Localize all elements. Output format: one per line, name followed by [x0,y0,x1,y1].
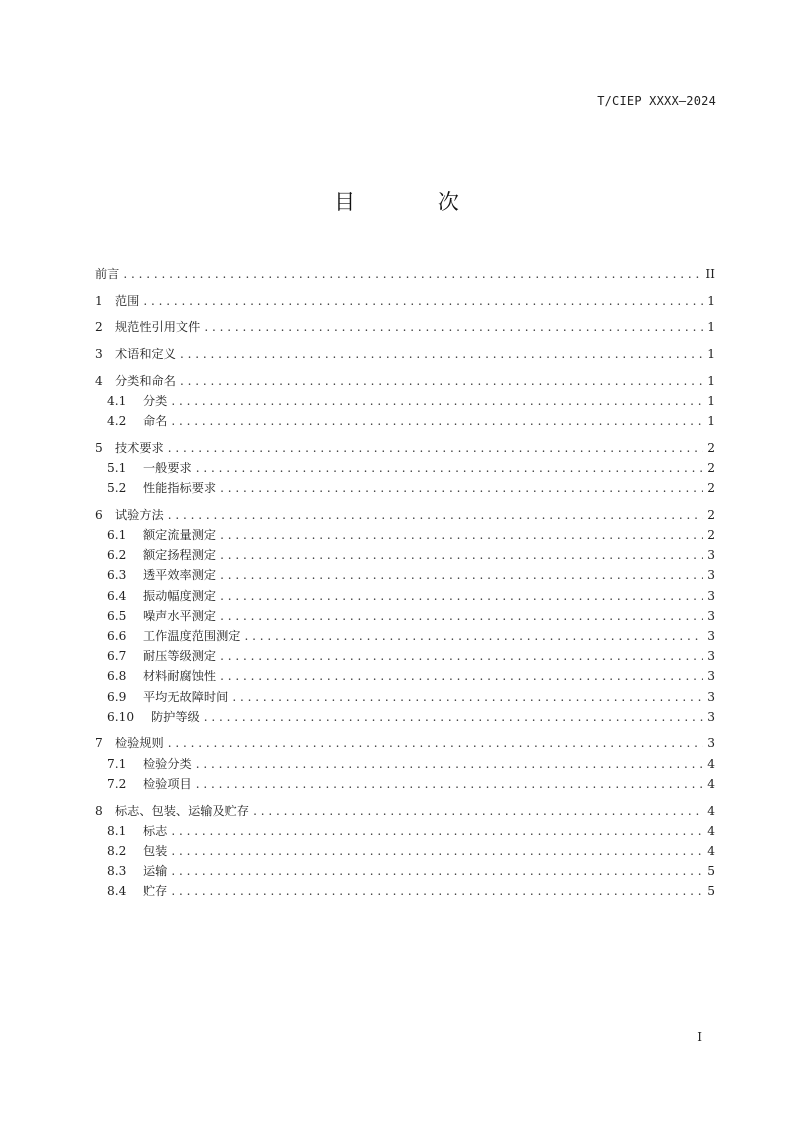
dot-leader [220,586,703,606]
toc-subentry[interactable] [95,881,715,901]
toc-entry-number: 5.1 [107,461,127,475]
toc-entry-title: 材料耐腐蚀性 [143,669,217,684]
toc-entry-number: 8.3 [107,864,127,879]
toc-entry-number: 8.1 [107,823,127,838]
toc-entry-page: 3 [707,608,715,623]
toc-entry-number: 5.2 [107,481,127,496]
toc-subentry[interactable] [95,606,715,626]
dot-leader [220,565,703,585]
toc-entry-title: 检验项目 [143,776,192,791]
dot-leader [220,545,703,565]
toc-subentry[interactable] [95,478,715,498]
toc-entry[interactable] [95,344,715,364]
dot-leader [168,438,703,458]
toc-entry-number: 6.8 [107,669,127,684]
toc-entry-title: 检验规则 [115,736,164,751]
toc-subentry[interactable] [95,586,715,606]
toc-entry-page: 3 [707,709,715,724]
toc-subentry[interactable] [95,646,715,666]
dot-leader [123,264,701,284]
toc-entry-number: 2 [95,320,103,335]
toc-entry-page: 4 [707,843,715,858]
dot-leader [204,707,703,727]
toc-entry[interactable] [95,317,715,337]
toc-title: 目 次 [334,190,497,214]
toc-entry-page: 1 [707,414,715,429]
toc-entry-number: 1 [95,293,103,308]
dot-leader [196,754,703,774]
toc-subentry[interactable] [95,626,715,646]
toc-entry-number: 6.10 [107,709,135,724]
toc-entry-number: 7 [95,736,103,751]
dot-leader [180,371,703,391]
toc-subentry[interactable] [95,525,715,545]
toc-entry-page: 3 [707,669,715,684]
toc-entry-page: 3 [707,568,715,583]
toc-entry-title: 标志、包装、运输及贮存 [115,803,250,818]
toc-entry-page: 4 [707,756,715,771]
toc-subentry[interactable] [95,774,715,794]
toc-entry-title: 术语和定义 [115,347,176,362]
dot-leader [171,861,703,881]
toc-entry-number: 6.7 [107,649,127,664]
dot-leader [253,801,703,821]
toc-subentry[interactable] [95,666,715,686]
toc-entry[interactable] [95,371,715,391]
toc-entry-title: 范围 [115,293,140,308]
toc-entry-title: 分类和命名 [115,373,176,388]
toc-entry[interactable] [95,505,715,525]
toc-subentry[interactable] [95,565,715,585]
toc-entry-number: 6.5 [107,608,127,623]
toc-entry-page: 2 [707,528,715,543]
dot-leader [143,291,703,311]
toc-entry[interactable] [95,801,715,821]
toc-subentry[interactable] [95,707,715,727]
toc-entry-title: 前言 [95,267,120,281]
toc-entry-number: 7.2 [107,776,127,791]
toc-entry-page: 3 [707,629,715,643]
toc-entry-page: 5 [707,864,715,879]
toc-entry-page: 1 [707,373,715,388]
toc-entry-title: 额定扬程测定 [143,548,217,563]
toc-subentry[interactable] [95,754,715,774]
toc-entry-number: 6.6 [107,629,127,643]
toc-entry-title: 耐压等级测定 [143,649,217,664]
dot-leader [204,317,703,337]
toc-entry-title: 性能指标要求 [143,481,217,496]
toc-entry-title: 一般要求 [143,461,192,475]
toc-entry-number: 8 [95,803,103,818]
dot-leader [171,411,703,431]
toc-entry-title: 命名 [143,414,168,429]
dot-leader [168,733,703,753]
toc-entry-title: 规范性引用文件 [115,320,201,335]
dot-leader [171,841,703,861]
toc-entry-page: 1 [707,393,715,408]
toc-entry-number: 4.1 [107,393,127,408]
document-code: T/CIEP XXXX—2024 [597,94,716,108]
dot-leader [168,505,703,525]
toc-entry-title: 额定流量测定 [143,528,217,543]
toc-entry-title: 技术要求 [115,440,164,455]
dot-leader [171,821,703,841]
toc-entry[interactable] [95,291,715,311]
toc-subentry[interactable] [95,411,715,431]
toc-subentry[interactable] [95,821,715,841]
dot-leader [232,687,703,707]
toc-entry-title: 平均无故障时间 [143,689,229,704]
toc-entry-page: II [705,267,715,281]
toc-entry-page: 4 [707,776,715,791]
toc-entry-title: 振动幅度测定 [143,588,217,603]
toc-entry-number: 6.2 [107,548,127,563]
toc-entry-page: 1 [707,320,715,335]
toc-entry-page: 3 [707,689,715,704]
toc-entry-title: 运输 [143,864,168,879]
toc-entry-page: 1 [707,293,715,308]
toc-entry-title: 标志 [143,823,168,838]
toc-entry-title: 工作温度范围测定 [143,629,241,643]
toc-entry-number: 6.4 [107,588,127,603]
toc-entry[interactable] [95,264,715,284]
toc-entry-page: 2 [707,507,715,522]
dot-leader [180,344,703,364]
table-of-contents [95,264,715,901]
dot-leader [171,881,703,901]
toc-entry-title: 分类 [143,393,168,408]
toc-entry-title: 透平效率测定 [143,568,217,583]
toc-entry-title: 贮存 [143,884,168,899]
toc-entry-page: 2 [707,481,715,496]
toc-entry[interactable] [95,733,715,753]
toc-entry-number: 4 [95,373,103,388]
toc-entry-page: 3 [707,736,715,751]
dot-leader [220,646,703,666]
dot-leader [220,525,703,545]
toc-entry-number: 4.2 [107,414,127,429]
toc-entry-number: 6 [95,507,103,522]
toc-entry-number: 7.1 [107,756,127,771]
dot-leader [220,606,703,626]
toc-entry-title: 包装 [143,843,168,858]
toc-entry-number: 6.9 [107,689,127,704]
toc-entry-number: 6.3 [107,568,127,583]
toc-entry-number: 8.4 [107,884,127,899]
toc-subentry[interactable] [95,458,715,478]
page-number: I [697,1030,702,1044]
dot-leader [196,458,703,478]
toc-entry-title: 防护等级 [151,709,200,724]
toc-entry-number: 6.1 [107,528,127,543]
dot-leader [196,774,703,794]
dot-leader [171,391,703,411]
toc-entry-title: 噪声水平测定 [143,608,217,623]
toc-entry-page: 4 [707,803,715,818]
dot-leader [220,478,703,498]
toc-subentry[interactable] [95,841,715,861]
dot-leader [220,666,703,686]
toc-entry-page: 4 [707,823,715,838]
toc-entry-title: 试验方法 [115,507,164,522]
toc-subentry[interactable] [95,391,715,411]
toc-entry-title: 检验分类 [143,756,192,771]
toc-entry-page: 3 [707,588,715,603]
dot-leader [245,626,704,646]
toc-entry-page: 3 [707,649,715,664]
toc-subentry[interactable] [95,545,715,565]
toc-entry[interactable] [95,438,715,458]
toc-entry-number: 5 [95,440,103,455]
toc-entry-page: 2 [707,461,715,475]
toc-entry-page: 3 [707,548,715,563]
toc-entry-page: 1 [707,347,715,362]
toc-entry-page: 5 [707,884,715,899]
toc-subentry[interactable] [95,861,715,881]
toc-entry-page: 2 [707,440,715,455]
toc-subentry[interactable] [95,687,715,707]
toc-entry-number: 8.2 [107,843,127,858]
toc-entry-number: 3 [95,347,103,362]
